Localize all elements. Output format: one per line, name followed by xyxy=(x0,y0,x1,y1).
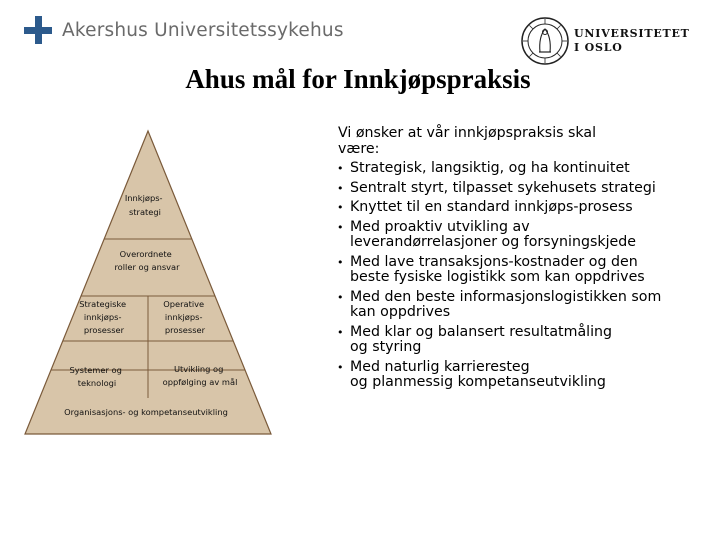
goals-list xyxy=(336,161,708,391)
goals-lead-line1: Vi ønsker at vår innkjøpspraksis skal xyxy=(338,125,597,141)
goal-item-line1: Knyttet til en standard innkjøps-prosess xyxy=(350,199,633,215)
bullet-icon: • xyxy=(337,162,344,175)
pyramid-level-operative-processes-line2: innkjøps- xyxy=(164,312,203,322)
bullet-icon: • xyxy=(337,220,344,234)
slide-title-text: Ahus mål for Innkjøpspraksis xyxy=(185,64,531,94)
pyramid-level-strategic-processes xyxy=(79,299,129,335)
pyramid-level-competence: Organisasjons- og kompetanseutvikling xyxy=(64,407,228,417)
pyramid-level-operative-processes-line1: Operative xyxy=(163,299,205,309)
university-name-line2: I OSLO xyxy=(574,41,623,54)
pyramid-level-strategic-processes-line1: Strategiske xyxy=(79,299,127,309)
pyramid-level-operative-processes-line3: prosesser xyxy=(164,325,206,335)
goal-item-line1: Med proaktiv utvikling av xyxy=(350,218,530,235)
pyramid-level-operative-processes xyxy=(163,299,207,335)
goals-lead xyxy=(338,126,708,157)
pyramid-level-systems-line2: teknologi xyxy=(77,378,117,388)
bullet-icon: • xyxy=(337,325,344,339)
goal-item xyxy=(336,220,708,251)
pyramid-level-strategic-processes-line2: innkjøps- xyxy=(83,312,122,322)
pyramid-level-strategy-line2: strategi xyxy=(128,207,162,217)
goals-text xyxy=(336,126,708,395)
goal-item-line1: Med naturlig karrieresteg xyxy=(350,358,530,375)
goal-item-line1: Sentralt styrt, tilpasset sykehusets strategi xyxy=(350,179,656,196)
goal-item-line2: og planmessig kompetanseutvikling xyxy=(350,374,606,390)
pyramid-level-roles-line2: roller og ansvar xyxy=(114,262,180,272)
bullet-icon: • xyxy=(337,290,344,304)
goal-item-line2: leverandørrelasjoner og forsyningskjede xyxy=(350,234,636,250)
goal-item-line1: Strategisk, langsiktig, og ha kontinuitet xyxy=(350,160,630,176)
pyramid-level-strategic-processes-line3: prosesser xyxy=(83,325,125,335)
bullet-icon: • xyxy=(337,181,344,195)
pyramid-level-roles-line1: Overordnete xyxy=(119,249,172,259)
goal-item xyxy=(336,181,708,197)
goal-item-line2: og styring xyxy=(350,339,422,355)
pyramid-level-goal-followup-line2: oppfølging av mål xyxy=(162,377,238,387)
pyramid-level-goal-followup-line1: Utvikling og xyxy=(173,364,224,374)
org-name: Akershus Universitetssykehus xyxy=(62,19,344,41)
university-name-line1: UNIVERSITETET xyxy=(574,27,690,40)
bullet-icon: • xyxy=(337,255,344,269)
pyramid-level-strategy-line1: Innkjøps- xyxy=(124,193,163,203)
pyramid-level-systems-line1: Systemer og xyxy=(69,365,122,375)
goal-item xyxy=(336,360,708,391)
goal-item-line1: Med lave transaksjons-kostnader og den xyxy=(350,253,638,270)
goal-item-line1: Med klar og balansert resultatmåling xyxy=(350,323,613,340)
goal-item-line1: Med den beste informasjonslogistikken som xyxy=(350,288,662,305)
goal-item xyxy=(336,200,708,216)
goal-item xyxy=(336,290,708,321)
goal-item-line2: kan oppdrives xyxy=(350,304,451,320)
goal-item xyxy=(336,255,708,286)
goal-item xyxy=(336,325,708,356)
goal-item xyxy=(336,161,708,177)
goal-item-line2: beste fysiske logistikk som kan oppdrives xyxy=(350,269,645,285)
bullet-icon: • xyxy=(337,360,344,374)
goals-lead-line2: være: xyxy=(338,140,380,157)
bullet-icon: • xyxy=(337,201,344,214)
